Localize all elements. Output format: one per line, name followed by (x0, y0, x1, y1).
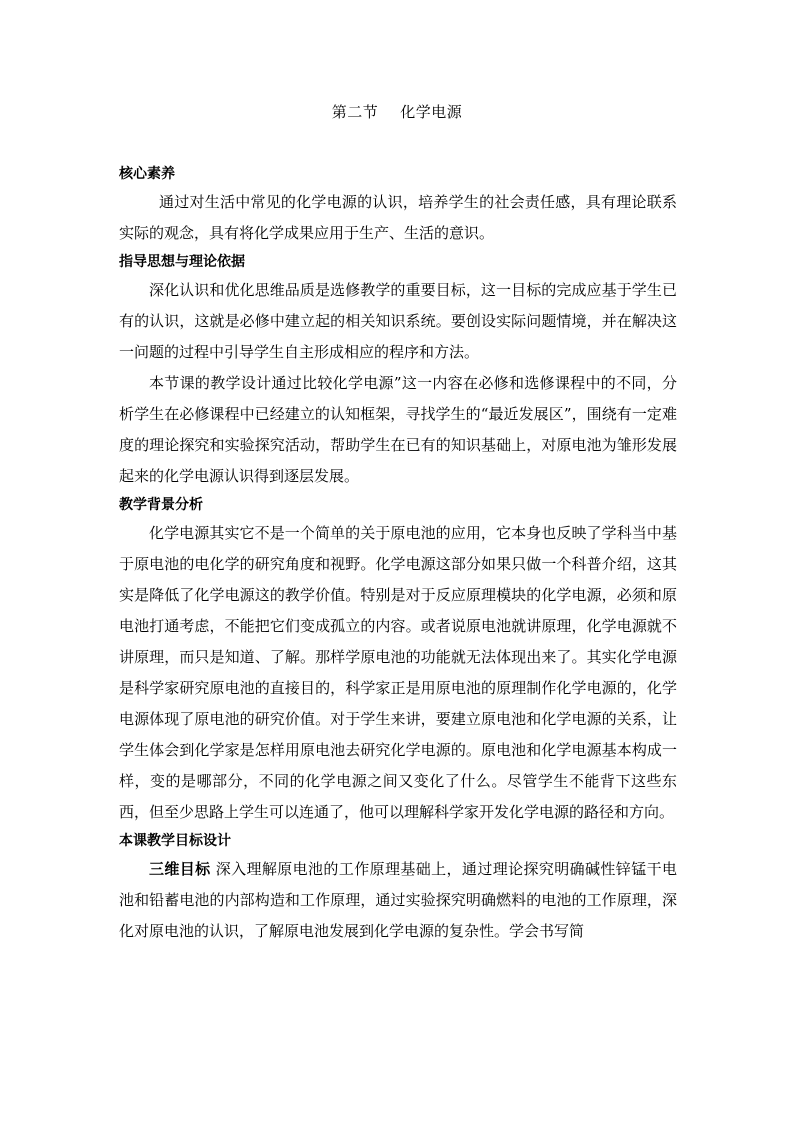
paragraph: 化学电源其实它不是一个简单的关于原电池的应用，它本身也反映了学科当中基于原电池的电化学的研究角度和视野。化学电源这部分如果只做一个科普介绍，这其实是降低了化学电源这的教学价值。特别是对于反应原理模块的化学电源，必须和原电池打通考虑，不能把它们变成孤立的内容。或者说原电池就讲原理，化学电源就不讲原理，而只是知道、了解。那样学原电池的功能就无法体现出来了。其实化学电源是科学家研究原电池的直接目的，科学家正是用原电池的原理制作化学电源的，化学电源体现了原电池的研究价值。对于学生来讲，要建立原电池和化学电源的关系，让学生体会到化学家是怎样用原电池去研究化学电源的。原电池和化学电源基本构成一样，变的是哪部分，不同的化学电源之间又变化了什么。尽管学生不能背下这些东西，但至少思路上学生可以连通了，他可以理解科学家开发化学电源的路径和方向。 (119, 524, 677, 821)
heading-teaching-goals: 本课教学目标设计 (119, 833, 231, 849)
paragraph: 本节课的教学设计通过比较化学电源”这一内容在必修和选修课程中的不同，分析学生在必修课程中已经建立的认知框架，寻找学生的“最近发展区”，围绕有一定难度的理论探究和实验探究活动，帮助学生在已有的知识基础上，对原电池为雏形发展起来的化学电源认识得到逐层发展。 (119, 374, 677, 485)
page-title (0, 101, 794, 122)
section-number: 第二节 (331, 103, 379, 121)
heading-core-literacy: 核心素养 (119, 166, 175, 182)
paragraph-lead: 三维目标 (149, 860, 211, 878)
document-body (119, 161, 677, 947)
paragraph: 深化认识和优化思维品质是选修教学的重要目标，这一目标的完成应基于学生已有的认识，这就是必修中建立起的相关知识系统。要创设实际问题情境，并在解决这一问题的过程中引导学生自主形成相应的程序和方法。 (119, 281, 677, 361)
section-name: 化学电源 (400, 103, 463, 121)
paragraph-text: 深入理解原电池的工作原理基础上，通过理论探究明确碱性锌锰干电池和铅蓄电池的内部构造和工作原理，通过实验探究明确燃料的电池的工作原理，深化对原电池的认识，了解原电池发展到化学电源的复杂性。学会书写简 (119, 860, 677, 940)
paragraph: 通过对生活中常见的化学电源的认识，培养学生的社会责任感，具有理论联系实际的观念，具有将化学成果应用于生产、生活的意识。 (119, 193, 677, 242)
heading-guiding-ideas: 指导思想与理论依据 (119, 254, 245, 270)
heading-teaching-background: 教学背景分析 (119, 497, 203, 513)
paragraph (119, 854, 677, 947)
